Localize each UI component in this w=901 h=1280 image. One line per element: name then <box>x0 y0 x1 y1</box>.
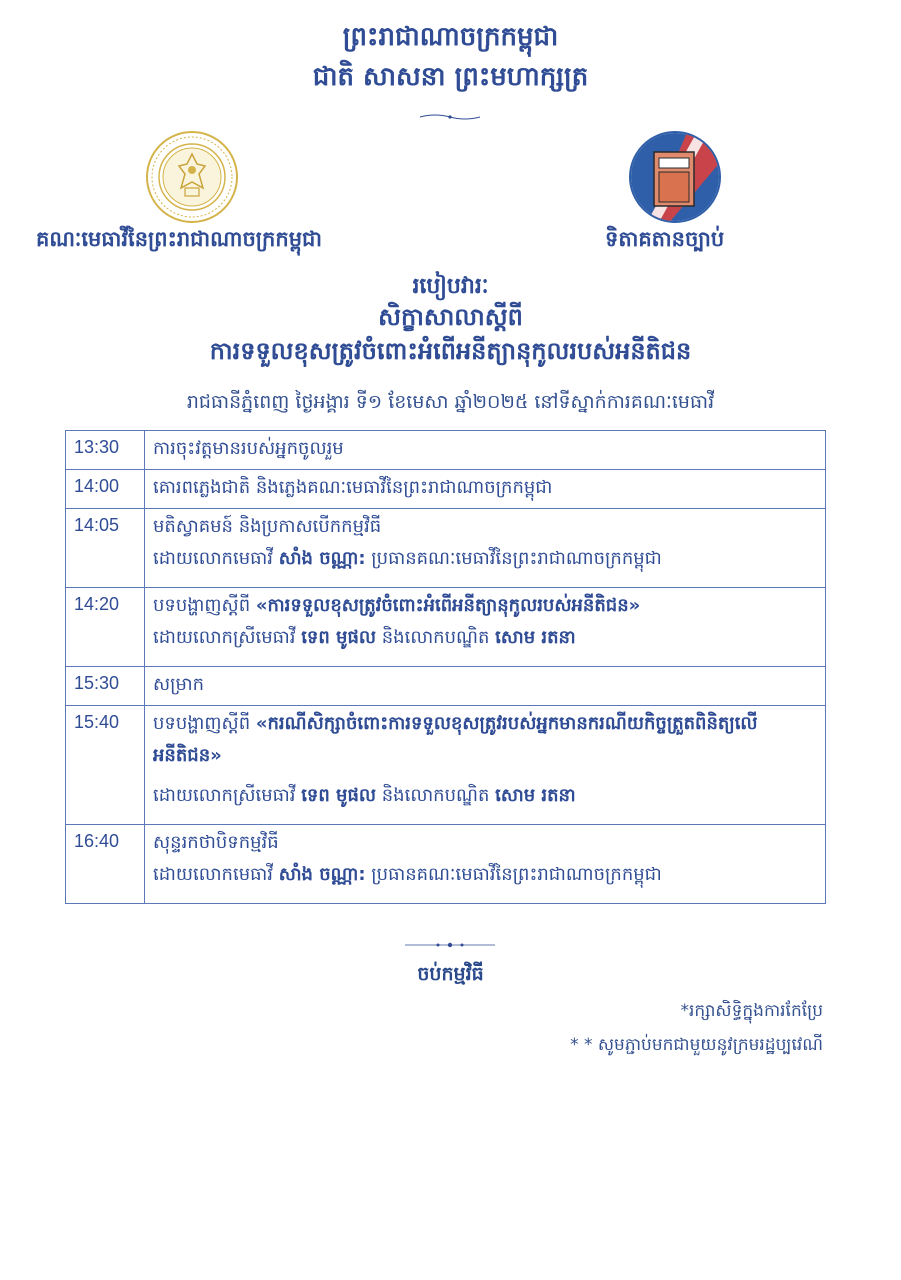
agenda-time: 14:00 <box>66 470 145 509</box>
organizer-bar-association: គណៈមេធាវីនៃព្រះរាជាណាចក្រកម្ពុជា <box>36 226 323 251</box>
note-bring-civil-code: * * សូមភ្ជាប់មកជាមួយនូវក្រមរដ្ឋប្បវេណី <box>570 1035 823 1055</box>
agenda-line <box>153 831 817 855</box>
agenda-line <box>153 855 817 895</box>
agenda-line <box>153 673 817 697</box>
agenda-row <box>66 706 826 825</box>
agenda-row <box>66 431 826 470</box>
agenda-line <box>153 736 817 776</box>
agenda-time: 15:40 <box>66 706 145 825</box>
agenda-time: 13:30 <box>66 431 145 470</box>
agenda-time: 14:20 <box>66 588 145 667</box>
agenda-description <box>145 825 826 904</box>
agenda-line <box>153 594 817 618</box>
agenda-line <box>153 476 817 500</box>
agenda-text: បទបង្ហាញស្ដីពី <box>153 713 256 734</box>
agenda-emphasis: «ករណីសិក្សាចំពោះការទទួលខុសត្រូវរបស់អ្នកមានករណីយកិច្ចត្រួតពិនិត្យលើ <box>255 713 758 734</box>
agenda-emphasis: ទេព មូផល <box>301 627 377 648</box>
note-rights-reserved: *រក្សាសិទ្ធិក្នុងការកែប្រែ <box>680 1001 823 1021</box>
kingdom-heading: ព្រះរាជាណាចក្រកម្ពុជា <box>342 22 559 52</box>
agenda-row <box>66 825 826 904</box>
legal-journal-logo <box>628 130 722 224</box>
agenda-line <box>153 776 817 816</box>
agenda-description <box>145 470 826 509</box>
agenda-table <box>65 430 826 904</box>
agenda-description <box>145 667 826 706</box>
agenda-time: 16:40 <box>66 825 145 904</box>
agenda-emphasis: សាំង ចណ្ណា: <box>278 548 366 569</box>
end-of-program-label: ចប់កម្មវិធី <box>417 963 484 985</box>
agenda-line <box>153 618 817 658</box>
agenda-text: និងលោកបណ្ឌិត <box>376 627 496 648</box>
agenda-text: និងលោកបណ្ឌិត <box>376 785 496 806</box>
organizer-legal-journal: ទិតាគតានច្បាប់ <box>605 226 725 251</box>
agenda-text: បទបង្ហាញស្ដីពី <box>153 595 256 616</box>
agenda-line <box>153 515 817 539</box>
agenda-emphasis: «ការទទួលខុសត្រូវចំពោះអំពើអនីត្យានុកូលរបស់អនីតិជន» <box>255 595 641 616</box>
agenda-row <box>66 509 826 588</box>
event-type: សិក្ខាសាលាស្ដីពី <box>378 302 523 331</box>
agenda-label: របៀបវារៈ <box>412 273 489 299</box>
agenda-time: 15:30 <box>66 667 145 706</box>
event-topic: ការទទួលខុសត្រូវចំពោះអំពើអនីត្យានុកូលរបស់អនីតិជន <box>209 336 692 365</box>
agenda-row <box>66 667 826 706</box>
agenda-description <box>145 431 826 470</box>
agenda-text: សុន្ទរកថាបិទកម្មវិធី <box>153 832 279 853</box>
national-motto: ជាតិ សាសនា ព្រះមហាក្សត្រ <box>312 62 589 92</box>
agenda-row <box>66 470 826 509</box>
agenda-text: ប្រធានគណៈមេធាវីនៃព្រះរាជាណាចក្រកម្ពុជា <box>365 548 662 569</box>
agenda-description <box>145 706 826 825</box>
divider-ornament-top <box>400 112 500 122</box>
agenda-row <box>66 588 826 667</box>
agenda-emphasis: សោម រតនា <box>495 627 576 648</box>
place-and-date: រាជធានីភ្នំពេញ ថ្ងៃអង្គារ ទី១ ខែមេសា ឆ្នាំ២០២៥ នៅទីស្នាក់ការគណៈមេធាវី <box>186 391 715 413</box>
agenda-description <box>145 509 826 588</box>
agenda-text: ដោយលោកស្រីមេធាវី <box>153 785 302 806</box>
agenda-emphasis: ទេព មូផល <box>301 785 377 806</box>
agenda-table-body <box>66 431 826 904</box>
agenda-text: ដោយលោកមេធាវី <box>153 548 279 569</box>
agenda-text: គោរពភ្លេងជាតិ និងភ្លេងគណៈមេធាវីនៃព្រះរាជាណាចក្រកម្ពុជា <box>153 477 553 498</box>
agenda-text: មតិស្វាគមន៍ និងប្រកាសបើកកម្មវិធី <box>153 516 382 537</box>
bar-association-seal-logo <box>145 130 239 224</box>
agenda-text: ដោយលោកស្រីមេធាវី <box>153 627 302 648</box>
agenda-emphasis: អនីតិជន» <box>153 745 222 766</box>
agenda-time: 14:05 <box>66 509 145 588</box>
agenda-emphasis: សោម រតនា <box>495 785 576 806</box>
agenda-text: ប្រធានគណៈមេធាវីនៃព្រះរាជាណាចក្រកម្ពុជា <box>365 864 662 885</box>
agenda-description <box>145 588 826 667</box>
agenda-text: សម្រាក <box>153 674 205 695</box>
agenda-text: ការចុះវត្តមានរបស់អ្នកចូលរួម <box>153 438 344 459</box>
agenda-line <box>153 712 817 736</box>
agenda-emphasis: សាំង ចណ្ណា: <box>278 864 366 885</box>
divider-ornament-bottom <box>400 940 500 950</box>
agenda-text: ដោយលោកមេធាវី <box>153 864 279 885</box>
agenda-line <box>153 437 817 461</box>
agenda-line <box>153 539 817 579</box>
